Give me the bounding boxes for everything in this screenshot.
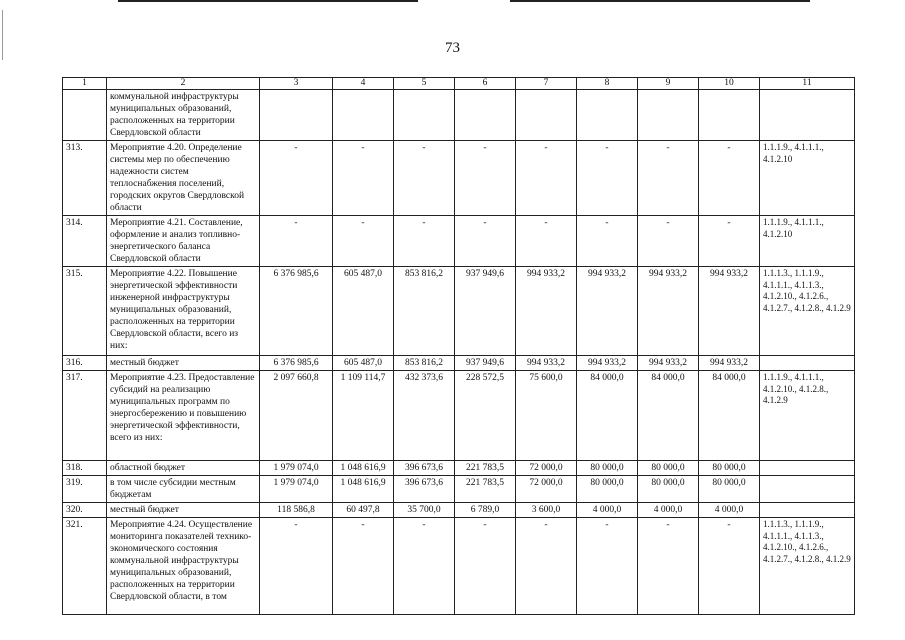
value-cell-col-5 — [394, 90, 455, 141]
value-cell-col-5: 396 673,6 — [394, 461, 455, 476]
table-row — [63, 461, 855, 476]
value-cell-col-9: 4 000,0 — [638, 503, 699, 518]
table-row — [63, 518, 855, 615]
value-cell-col-4: 1 048 616,9 — [333, 461, 394, 476]
value-cell-col-3: 6 376 985,6 — [260, 356, 333, 371]
value-cell-col-6: - — [455, 518, 516, 615]
top-rule-right — [510, 0, 810, 2]
row-name: Мероприятие 4.23. Предоставление субсидий на реализацию муниципальных программ по энергосбережению и повышению энергетической эффективности, всего из них: — [107, 371, 260, 461]
target-indicators-cell — [760, 90, 855, 141]
value-cell-col-8: - — [577, 141, 638, 216]
row-name: Мероприятие 4.24. Осуществление мониторинга показателей технико-экономического состояния коммунальной инфраструктуры муниципальных образований, расположенных на территории Свердловской области, в том — [107, 518, 260, 615]
column-number-4: 4 — [333, 78, 394, 90]
value-cell-col-4: - — [333, 518, 394, 615]
value-cell-col-3 — [260, 90, 333, 141]
column-number-10: 10 — [699, 78, 760, 90]
value-cell-col-9: 84 000,0 — [638, 371, 699, 461]
value-cell-col-5: 432 373,6 — [394, 371, 455, 461]
value-cell-col-9: 80 000,0 — [638, 476, 699, 503]
target-indicators-cell: 1.1.1.9., 4.1.1.1., 4.1.2.10 — [760, 216, 855, 267]
column-number-1: 1 — [63, 78, 107, 90]
value-cell-col-9: - — [638, 518, 699, 615]
value-cell-col-5: 396 673,6 — [394, 476, 455, 503]
value-cell-col-8: 80 000,0 — [577, 476, 638, 503]
value-cell-col-3: - — [260, 141, 333, 216]
value-cell-col-6: 6 789,0 — [455, 503, 516, 518]
value-cell-col-10: - — [699, 216, 760, 267]
value-cell-col-9: - — [638, 141, 699, 216]
column-number-11: 11 — [760, 78, 855, 90]
value-cell-col-9: 80 000,0 — [638, 461, 699, 476]
value-cell-col-7 — [516, 90, 577, 141]
value-cell-col-7: 3 600,0 — [516, 503, 577, 518]
value-cell-col-3: 2 097 660,8 — [260, 371, 333, 461]
row-number: 313. — [63, 141, 107, 216]
value-cell-col-8: - — [577, 518, 638, 615]
value-cell-col-7: - — [516, 216, 577, 267]
value-cell-col-7: 994 933,2 — [516, 267, 577, 356]
target-indicators-cell: 1.1.1.3., 1.1.1.9., 4.1.1.1., 4.1.1.3., 4.1.2.10., 4.1.2.6., 4.1.2.7., 4.1.2.8., 4.1.2.9 — [760, 518, 855, 615]
target-indicators-cell: 1.1.1.9., 4.1.1.1., 4.1.2.10 — [760, 141, 855, 216]
value-cell-col-6: 221 783,5 — [455, 461, 516, 476]
target-indicators-cell — [760, 356, 855, 371]
value-cell-col-3: 118 586,8 — [260, 503, 333, 518]
row-number: 319. — [63, 476, 107, 503]
value-cell-col-9: 994 933,2 — [638, 267, 699, 356]
value-cell-col-6 — [455, 90, 516, 141]
value-cell-col-9: 994 933,2 — [638, 356, 699, 371]
target-indicators-cell: 1.1.1.9., 4.1.1.1., 4.1.2.10., 4.1.2.8., 4.1.2.9 — [760, 371, 855, 461]
target-indicators-cell — [760, 461, 855, 476]
value-cell-col-7: - — [516, 518, 577, 615]
page-number: 73 — [445, 40, 460, 56]
target-indicators-cell — [760, 476, 855, 503]
row-number: 316. — [63, 356, 107, 371]
row-name: Мероприятие 4.21. Составление, оформление и анализ топливно-энергетического баланса Свердловской области — [107, 216, 260, 267]
value-cell-col-8: 80 000,0 — [577, 461, 638, 476]
row-name: Мероприятие 4.22. Повышение энергетической эффективности инженерной инфраструктуры муниципальных образований, расположенных на территории Свердловской области, всего из них: — [107, 267, 260, 356]
value-cell-col-10: - — [699, 141, 760, 216]
row-number: 318. — [63, 461, 107, 476]
value-cell-col-6: 228 572,5 — [455, 371, 516, 461]
value-cell-col-5: - — [394, 518, 455, 615]
table-row — [63, 90, 855, 141]
value-cell-col-6: 221 783,5 — [455, 476, 516, 503]
table-row — [63, 476, 855, 503]
table-row — [63, 503, 855, 518]
value-cell-col-3: 1 979 074,0 — [260, 476, 333, 503]
value-cell-col-8 — [577, 90, 638, 141]
row-number: 320. — [63, 503, 107, 518]
value-cell-col-8: - — [577, 216, 638, 267]
table-header-row — [63, 78, 855, 90]
row-name: Мероприятие 4.20. Определение системы мер по обеспечению надежности систем теплоснабжения поселений, городских округов Свердловской области — [107, 141, 260, 216]
column-number-2: 2 — [107, 78, 260, 90]
value-cell-col-3: 1 979 074,0 — [260, 461, 333, 476]
value-cell-col-4: 60 497,8 — [333, 503, 394, 518]
top-rule-left — [118, 0, 418, 2]
row-number — [63, 90, 107, 141]
column-number-6: 6 — [455, 78, 516, 90]
value-cell-col-4: 1 109 114,7 — [333, 371, 394, 461]
row-name: в том числе субсидии местным бюджетам — [107, 476, 260, 503]
value-cell-col-7: 72 000,0 — [516, 476, 577, 503]
row-number: 315. — [63, 267, 107, 356]
row-number: 317. — [63, 371, 107, 461]
table-row — [63, 356, 855, 371]
table-row — [63, 141, 855, 216]
value-cell-col-6: - — [455, 216, 516, 267]
value-cell-col-9 — [638, 90, 699, 141]
value-cell-col-10: 84 000,0 — [699, 371, 760, 461]
column-number-3: 3 — [260, 78, 333, 90]
row-name: коммунальной инфраструктуры муниципальных образований, расположенных на территории Свердловской области — [107, 90, 260, 141]
value-cell-col-5: 35 700,0 — [394, 503, 455, 518]
value-cell-col-5: - — [394, 216, 455, 267]
column-number-9: 9 — [638, 78, 699, 90]
row-number: 321. — [63, 518, 107, 615]
target-indicators-cell — [760, 503, 855, 518]
row-number: 314. — [63, 216, 107, 267]
value-cell-col-3: - — [260, 518, 333, 615]
value-cell-col-6: 937 949,6 — [455, 356, 516, 371]
value-cell-col-10: 4 000,0 — [699, 503, 760, 518]
value-cell-col-10: 80 000,0 — [699, 461, 760, 476]
table-row — [63, 216, 855, 267]
value-cell-col-4: - — [333, 216, 394, 267]
value-cell-col-6: 937 949,6 — [455, 267, 516, 356]
value-cell-col-10: 80 000,0 — [699, 476, 760, 503]
row-name: местный бюджет — [107, 356, 260, 371]
value-cell-col-4: 1 048 616,9 — [333, 476, 394, 503]
row-name: областной бюджет — [107, 461, 260, 476]
value-cell-col-9: - — [638, 216, 699, 267]
value-cell-col-4: 605 487,0 — [333, 356, 394, 371]
target-indicators-cell: 1.1.1.3., 1.1.1.9., 4.1.1.1., 4.1.1.3., 4.1.2.10., 4.1.2.6., 4.1.2.7., 4.1.2.8., 4.1.2.9 — [760, 267, 855, 356]
column-number-7: 7 — [516, 78, 577, 90]
table-body — [63, 78, 855, 615]
value-cell-col-8: 994 933,2 — [577, 356, 638, 371]
value-cell-col-8: 84 000,0 — [577, 371, 638, 461]
budget-table — [62, 77, 855, 615]
value-cell-col-4 — [333, 90, 394, 141]
value-cell-col-4: - — [333, 141, 394, 216]
value-cell-col-7: 75 600,0 — [516, 371, 577, 461]
value-cell-col-7: - — [516, 141, 577, 216]
value-cell-col-8: 994 933,2 — [577, 267, 638, 356]
value-cell-col-5: 853 816,2 — [394, 356, 455, 371]
value-cell-col-5: - — [394, 141, 455, 216]
table-row — [63, 371, 855, 461]
table-row — [63, 267, 855, 356]
value-cell-col-3: 6 376 985,6 — [260, 267, 333, 356]
value-cell-col-7: 994 933,2 — [516, 356, 577, 371]
column-number-5: 5 — [394, 78, 455, 90]
value-cell-col-7: 72 000,0 — [516, 461, 577, 476]
value-cell-col-3: - — [260, 216, 333, 267]
value-cell-col-10 — [699, 90, 760, 141]
column-number-8: 8 — [577, 78, 638, 90]
value-cell-col-8: 4 000,0 — [577, 503, 638, 518]
value-cell-col-10: - — [699, 518, 760, 615]
row-name: местный бюджет — [107, 503, 260, 518]
value-cell-col-5: 853 816,2 — [394, 267, 455, 356]
value-cell-col-10: 994 933,2 — [699, 267, 760, 356]
value-cell-col-4: 605 487,0 — [333, 267, 394, 356]
value-cell-col-10: 994 933,2 — [699, 356, 760, 371]
value-cell-col-6: - — [455, 141, 516, 216]
